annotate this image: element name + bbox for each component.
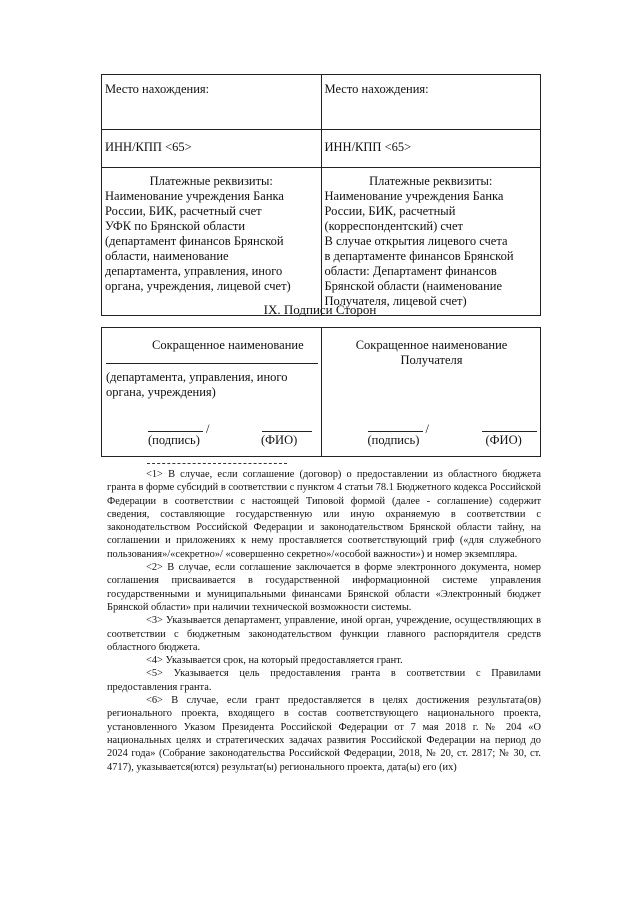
location-cell-left — [102, 75, 322, 130]
fio-line-left — [262, 431, 312, 432]
footnotes-separator — [147, 463, 287, 464]
payment-cell-left — [102, 168, 322, 316]
signature-label-right: (подпись) — [367, 433, 420, 447]
payment-row — [102, 168, 541, 316]
fio-label-left: (ФИО) — [261, 433, 298, 447]
footnote: <4> Указывается срок, на который предоставляется грант. — [146, 655, 403, 667]
payment-line-right: в департаменте финансов Брянской — [324, 249, 514, 263]
signature-cell-left — [102, 328, 322, 457]
short-name-label-left: Сокращенное наименование — [152, 338, 304, 352]
inn-label-right: ИНН/КПП <65> — [324, 140, 412, 154]
inn-cell-right — [321, 130, 541, 168]
signatures-row — [102, 328, 541, 457]
short-name-line-left — [106, 363, 318, 364]
signature-line-right — [368, 431, 423, 432]
signature-label-left: (подпись) — [148, 433, 200, 447]
payment-line-right: области: Департамент финансов — [324, 264, 497, 278]
payment-line-left: органа, учреждения, лицевой счет) — [105, 279, 291, 293]
footnote: <3> Указывается департамент, управление, иной орган, учреждение, осуществляющих в соответствии с бюджетным законодательством функции главного распорядителя средств областного бюджета. — [107, 615, 541, 653]
payment-line-right: (корреспондентский) счет — [324, 219, 463, 233]
org-line-left: (департамента, управления, иного — [106, 370, 288, 384]
payment-title-left: Платежные реквизиты: — [149, 174, 273, 188]
payment-line-left: департамента, управления, иного — [105, 264, 283, 278]
org-line-left: органа, учреждения) — [106, 385, 216, 399]
payment-title-right: Платежные реквизиты: — [369, 174, 493, 188]
signatures-table — [101, 327, 541, 457]
footnote: <1> В случае, если соглашение (договор) о предоставлении из областного бюджета гранта в форме субсидий в соответствии с пунктом 4 статьи 78.1 Бюджетного кодекса Российской Федерации в соответствии с настоящей Типовой формой (далее - соглашение) содержит сведения, составляющие государственную или иную охраняемую в соответствии с законодательством Российской Федерации и законодательством Брянской области тайну, на соглашении и приложениях к нему проставляется соответствующий гриф («для служебного пользования»/«секретно»/ «совершенно секретно»/«особой важности») и номер экземпляра. — [107, 469, 541, 560]
signature-line-left — [148, 431, 203, 432]
footnote: <6> В случае, если грант предоставляется в целях достижения результата(ов) регионального проекта, входящего в состав соответствующего национального проекта, установленного Указом Президента Российской Федерации от 7 мая 2018 г. № 204 «О национальных целях и стратегических задачах развития Российской Федерации на период до 2024 года» (Собрание законодательства Российской Федерации, 2018, № 20, ст. 2817; № 30, ст. 4717), указывается(ются) результат(ы) регионального проекта, дата(ы) его (их) — [107, 695, 541, 773]
payment-line-left: (департамент финансов Брянской — [105, 234, 284, 248]
payment-line-right: Получателя, лицевой счет) — [324, 294, 467, 308]
footnote: <2> В случае, если соглашение заключается в форме электронного документа, номер соглашения присваивается в государственной информационной системе управления государственными и муниципальными финансами Брянской области «Электронный бюджет Брянской области» при наличии технической возможности системы. — [107, 562, 541, 613]
footnotes — [107, 468, 541, 774]
fio-label-right: (ФИО) — [485, 433, 522, 447]
requisites-table — [101, 74, 541, 316]
location-cell-right — [321, 75, 541, 130]
payment-line-left: Наименование учреждения Банка — [105, 189, 284, 203]
signature-cell-right — [321, 328, 541, 457]
footnote: <5> Указывается цель предоставления гранта в соответствии с Правилами предоставления гранта. — [107, 668, 541, 693]
inn-row — [102, 130, 541, 168]
short-name-label-right: Сокращенное наименование — [355, 338, 508, 352]
payment-cell-right — [321, 168, 541, 316]
location-row — [102, 75, 541, 130]
signatures-section-title: IX. Подписи Сторон — [263, 302, 377, 317]
location-label-right: Место нахождения: — [324, 82, 429, 96]
payment-line-right: России, БИК, расчетный — [324, 204, 456, 218]
payment-line-right: Наименование учреждения Банка — [324, 189, 504, 203]
fio-line-right — [482, 431, 537, 432]
payment-line-left: России, БИК, расчетный счет — [105, 204, 262, 218]
payment-line-left: области, наименование — [105, 249, 229, 263]
recipient-label-right: Получателя — [400, 353, 463, 367]
payment-line-right: В случае открытия лицевого счета — [324, 234, 508, 248]
inn-cell-left — [102, 130, 322, 168]
slash-right: / — [425, 422, 429, 436]
location-label-left: Место нахождения: — [105, 82, 210, 96]
inn-label-left: ИНН/КПП <65> — [105, 140, 192, 154]
payment-line-right: Брянской области (наименование — [324, 279, 503, 293]
slash-left: / — [206, 422, 210, 436]
payment-line-left: УФК по Брянской области — [105, 219, 246, 233]
